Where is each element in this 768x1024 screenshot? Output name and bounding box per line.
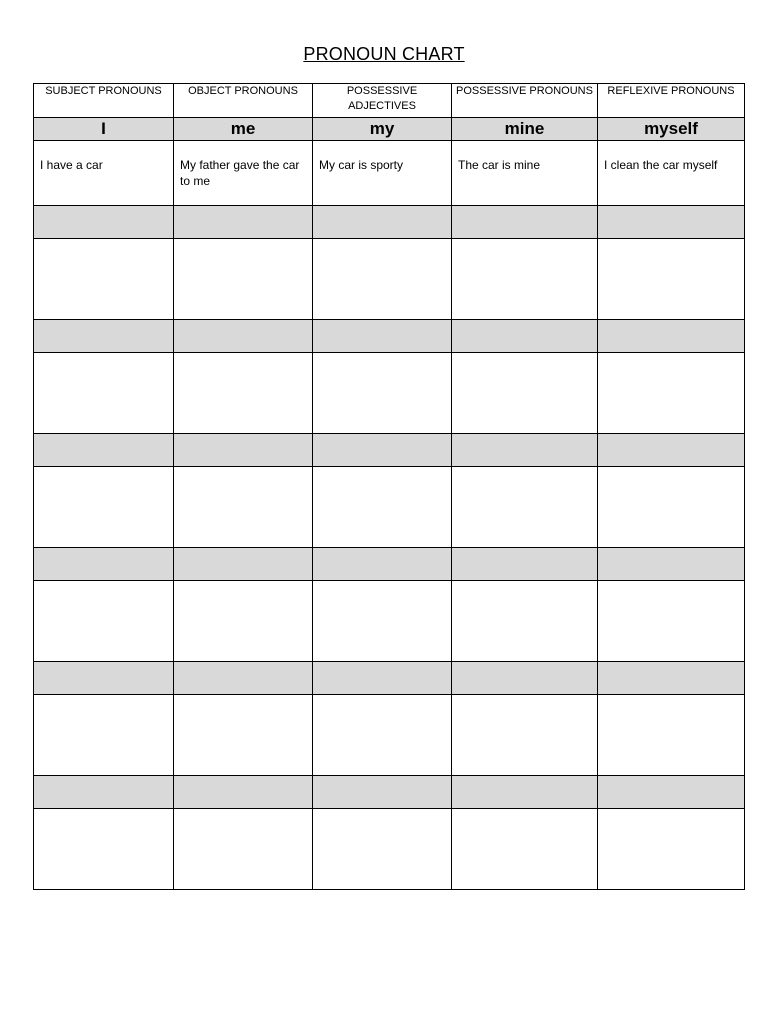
blank-cell xyxy=(452,581,598,662)
blank-example-row xyxy=(34,809,745,890)
blank-cell xyxy=(313,467,452,548)
blank-cell xyxy=(452,320,598,353)
blank-cell xyxy=(174,548,313,581)
blank-cell xyxy=(598,809,745,890)
pronoun-chart-table xyxy=(33,83,745,890)
blank-cell xyxy=(313,206,452,239)
page-title: PRONOUN CHART xyxy=(303,44,465,64)
blank-cell xyxy=(598,320,745,353)
blank-cell xyxy=(34,776,174,809)
blank-cell xyxy=(598,695,745,776)
blank-cell xyxy=(313,320,452,353)
blank-cell xyxy=(174,581,313,662)
blank-cell xyxy=(598,548,745,581)
blank-cell xyxy=(174,776,313,809)
blank-cell xyxy=(174,809,313,890)
blank-cell xyxy=(598,353,745,434)
header-cell: OBJECT PRONOUNS xyxy=(174,84,313,118)
blank-cell xyxy=(452,776,598,809)
header-cell: POSSESSIVE PRONOUNS xyxy=(452,84,598,118)
blank-cell xyxy=(598,467,745,548)
blank-cell xyxy=(598,776,745,809)
blank-cell xyxy=(34,434,174,467)
blank-cell xyxy=(34,809,174,890)
blank-cell xyxy=(313,809,452,890)
blank-cell xyxy=(34,239,174,320)
blank-cell xyxy=(34,206,174,239)
blank-cell xyxy=(34,467,174,548)
pronoun-cell: me xyxy=(174,118,313,141)
blank-cell xyxy=(313,695,452,776)
blank-example-row xyxy=(34,467,745,548)
blank-pronoun-row xyxy=(34,776,745,809)
blank-cell xyxy=(313,776,452,809)
blank-pronoun-row xyxy=(34,548,745,581)
blank-cell xyxy=(174,206,313,239)
header-row xyxy=(34,84,745,118)
example-cell: The car is mine xyxy=(452,141,598,206)
blank-cell xyxy=(452,239,598,320)
blank-example-row xyxy=(34,239,745,320)
pronoun-cell: mine xyxy=(452,118,598,141)
example-cell: I clean the car myself xyxy=(598,141,745,206)
blank-cell xyxy=(452,206,598,239)
blank-cell xyxy=(174,467,313,548)
example-row xyxy=(34,141,745,206)
blank-cell xyxy=(452,809,598,890)
blank-pronoun-row xyxy=(34,320,745,353)
blank-cell xyxy=(34,548,174,581)
blank-cell xyxy=(452,695,598,776)
blank-cell xyxy=(174,239,313,320)
blank-cell xyxy=(34,353,174,434)
blank-cell xyxy=(174,662,313,695)
blank-cell xyxy=(598,662,745,695)
blank-pronoun-row xyxy=(34,662,745,695)
pronoun-cell: my xyxy=(313,118,452,141)
blank-cell xyxy=(598,434,745,467)
blank-cell xyxy=(313,239,452,320)
header-cell: SUBJECT PRONOUNS xyxy=(34,84,174,118)
blank-cell xyxy=(452,467,598,548)
blank-cell xyxy=(598,206,745,239)
header-cell: POSSESSIVE ADJECTIVES xyxy=(313,84,452,118)
blank-cell xyxy=(34,320,174,353)
blank-cell xyxy=(34,662,174,695)
blank-cell xyxy=(452,353,598,434)
blank-example-row xyxy=(34,695,745,776)
example-cell: My car is sporty xyxy=(313,141,452,206)
blank-cell xyxy=(313,353,452,434)
blank-cell xyxy=(174,353,313,434)
blank-example-row xyxy=(34,581,745,662)
example-cell: My father gave the car to me xyxy=(174,141,313,206)
pronoun-row xyxy=(34,118,745,141)
pronoun-cell: myself xyxy=(598,118,745,141)
blank-cell xyxy=(598,239,745,320)
blank-cell xyxy=(598,581,745,662)
blank-example-row xyxy=(34,353,745,434)
blank-cell xyxy=(174,434,313,467)
blank-cell xyxy=(313,434,452,467)
blank-cell xyxy=(452,548,598,581)
blank-cell xyxy=(452,434,598,467)
header-cell: REFLEXIVE PRONOUNS xyxy=(598,84,745,118)
example-cell: I have a car xyxy=(34,141,174,206)
blank-cell xyxy=(34,581,174,662)
blank-cell xyxy=(174,320,313,353)
blank-cell xyxy=(174,695,313,776)
blank-cell xyxy=(313,662,452,695)
blank-cell xyxy=(313,548,452,581)
blank-pronoun-row xyxy=(34,434,745,467)
blank-cell xyxy=(452,662,598,695)
blank-cell xyxy=(34,695,174,776)
blank-cell xyxy=(313,581,452,662)
blank-pronoun-row xyxy=(34,206,745,239)
pronoun-cell: I xyxy=(34,118,174,141)
